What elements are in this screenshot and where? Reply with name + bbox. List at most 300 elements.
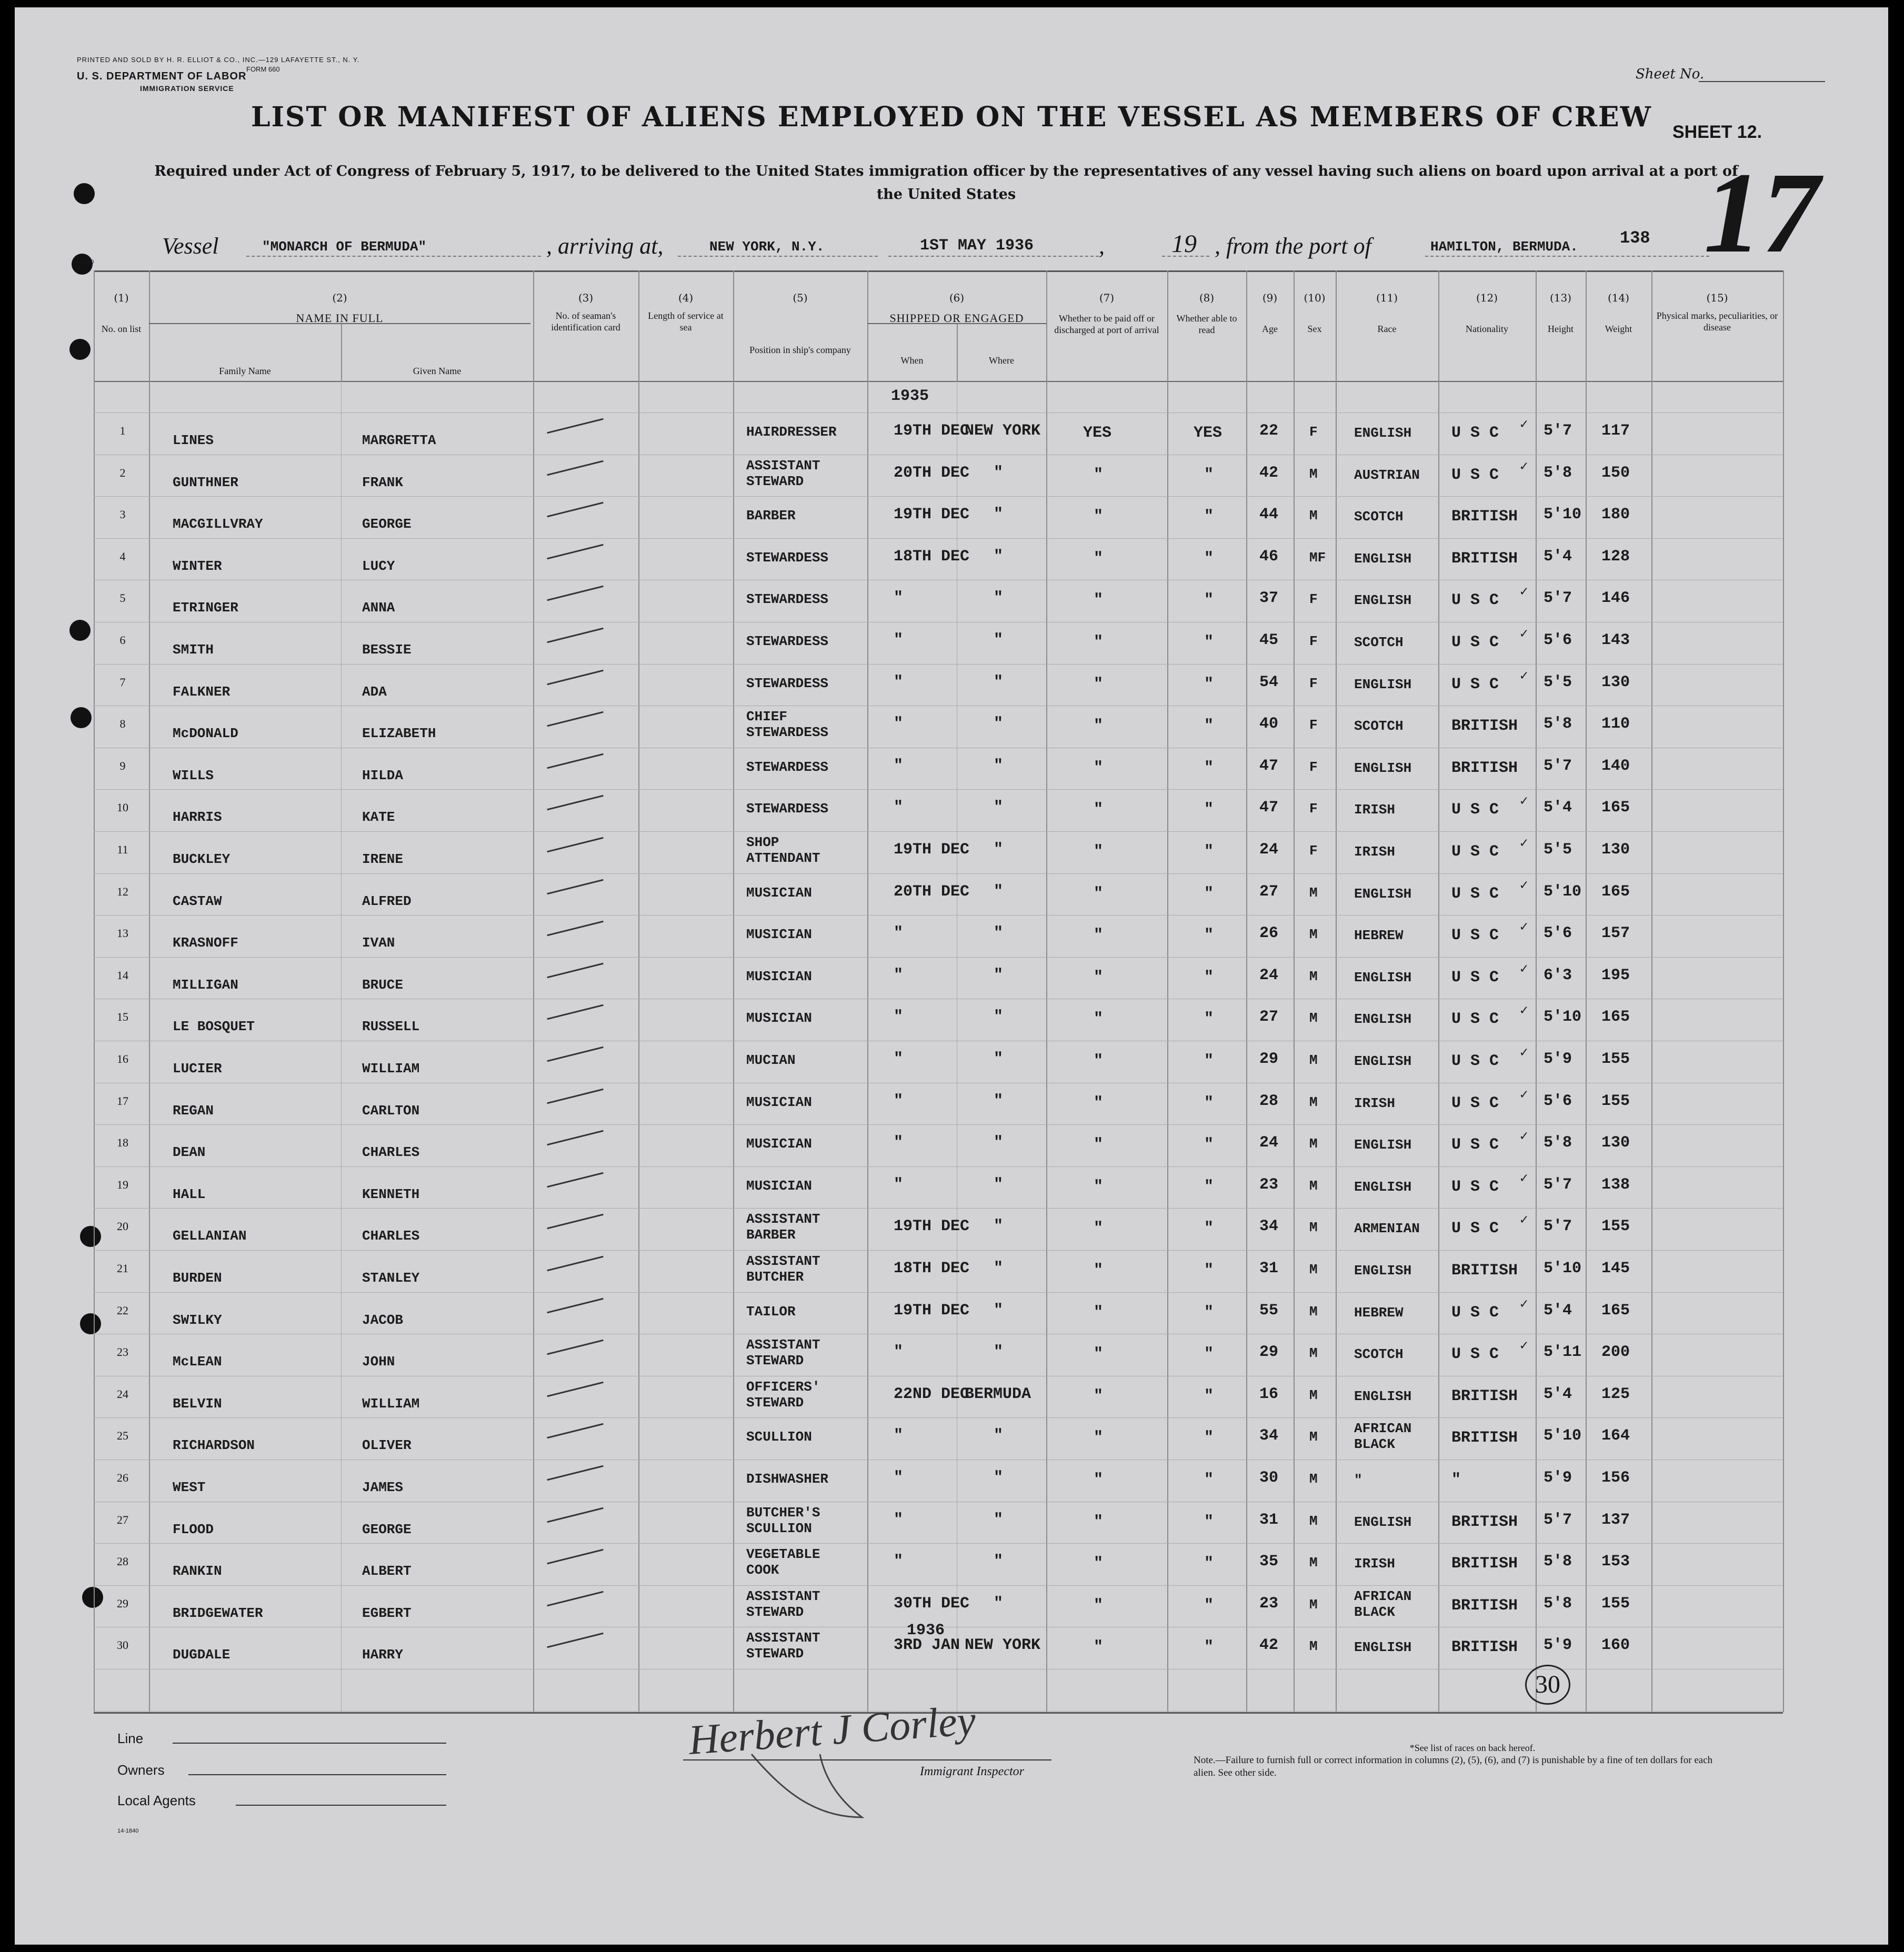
row-number: 10 [117,801,128,814]
able-to-read: " [1204,1303,1214,1322]
shipped-where: " [994,464,1004,482]
shipped-when: " [894,966,904,984]
sub-column-divider [341,381,342,1712]
sex: M [1309,1345,1318,1362]
able-to-read: " [1204,968,1214,987]
row-number: 27 [117,1513,128,1526]
arrival-port: NEW YORK, N.Y. [709,239,825,255]
row-number: 16 [117,1052,128,1065]
sex: M [1309,968,1318,984]
weight: 195 [1601,966,1630,984]
year-label: , [1099,233,1105,259]
weight: 130 [1601,841,1630,859]
able-to-read: " [1204,843,1214,861]
weight: 165 [1601,1008,1630,1027]
given-name: JAMES [362,1480,404,1495]
position: MUSICIAN [746,884,812,901]
column-number-c5: (5) [793,291,808,304]
sex: M [1309,1471,1318,1487]
race: ENGLISH [1354,1137,1412,1153]
check-mark: ✓ [1520,919,1528,935]
row-number: 14 [117,968,128,982]
column-divider [1783,270,1784,1712]
family-name: REGAN [173,1102,214,1119]
paid-off: " [1094,717,1104,736]
row-number: 7 [119,675,126,689]
id-card-dash [547,1549,603,1565]
race: HEBREW [1354,1304,1404,1321]
column-header-c12: Nationality [1466,324,1508,334]
weight: 165 [1601,1301,1630,1320]
row-number: 3 [119,508,126,521]
sex: M [1309,927,1318,943]
weight: 153 [1601,1553,1630,1571]
race: " [1354,1472,1362,1488]
race: ENGLISH [1354,550,1412,567]
family-name: FALKNER [173,683,231,700]
row-divider [94,538,1783,539]
nationality: U S C [1451,1178,1499,1196]
id-card-dash [547,753,603,769]
id-card-dash [547,1297,603,1313]
position: MUCIAN [746,1052,796,1068]
line-field [173,1743,446,1744]
age: 23 [1259,1175,1279,1194]
punch-hole [82,1587,103,1608]
shipped-where: " [994,841,1004,859]
nationality: BRITISH [1451,1513,1518,1531]
nationality: BRITISH [1451,1262,1518,1280]
race: SCOTCH [1354,635,1404,650]
id-card-dash [547,628,603,643]
from-label: , from the port of [1215,233,1371,259]
shipped-where: " [994,1218,1004,1236]
arriving-label: , arriving at, [546,233,664,259]
paid-off: " [1094,1220,1104,1238]
shipped-when: 19TH DEC [894,1218,970,1236]
position: BARBER [746,1227,796,1243]
family-name: BUCKLEY [173,851,231,867]
height: 5'8 [1544,464,1572,482]
row-number: 23 [117,1345,128,1359]
given-name: BRUCE [362,977,404,993]
sex: F [1309,801,1318,817]
row-number: 18 [117,1136,128,1150]
check-mark: ✓ [1520,626,1528,642]
shipped-when: " [894,924,904,943]
date-line [888,256,1099,257]
given-name: STANLEY [362,1270,420,1286]
shipped-when: 20TH DEC [894,882,970,901]
shipped-where: " [994,1594,1004,1613]
sex: F [1309,717,1318,733]
nationality: U S C [1451,927,1499,945]
able-to-read: " [1204,1136,1214,1154]
page-subtitle: Required under Act of Congress of February 5, 1917, to be delivered to the United States immigration officer by the representatives of any vessel having such aliens on board upon arrival at a port of the United States [154,163,1738,203]
shipped-when: " [894,1343,904,1362]
paid-off: " [1094,1345,1104,1364]
nationality: U S C [1451,1345,1499,1364]
sex: F [1309,633,1318,649]
able-to-read: " [1204,884,1214,903]
paid-off: " [1094,1513,1104,1531]
column-number-c2: (2) [332,291,347,304]
nationality: U S C [1451,424,1499,442]
age: 16 [1259,1385,1279,1403]
row-number: 28 [117,1555,128,1568]
row-divider [94,1208,1783,1209]
given-name: IRENE [362,851,404,867]
sex: MF [1309,549,1326,566]
id-card-dash [547,963,603,979]
height: 5'6 [1544,631,1572,649]
position: SCULLION [746,1429,812,1445]
able-to-read: " [1204,1596,1214,1615]
check-mark: ✓ [1520,836,1528,851]
weight: 143 [1601,631,1630,649]
given-name: ELIZABETH [362,726,436,742]
paid-off: " [1094,884,1104,903]
punch-hole [74,183,95,204]
given-name: LUCY [362,558,395,574]
weight: 130 [1601,673,1630,691]
race: ENGLISH [1354,969,1412,985]
shipped-when: " [894,673,904,691]
family-name: GELLANIAN [173,1228,247,1244]
able-to-read: " [1204,1387,1214,1405]
owners-label: Owners [117,1762,165,1778]
shipped-when: 30TH DEC [894,1594,970,1613]
shipped-where: " [994,799,1004,817]
column-divider [1246,270,1247,1712]
shipped-where: " [994,673,1004,691]
age: 34 [1259,1218,1279,1236]
position: MUSICIAN [746,1136,812,1152]
sex: F [1309,424,1318,440]
sex: M [1309,1429,1318,1445]
shipped-where: " [994,1260,1004,1277]
shipped-when: " [894,1134,904,1152]
race: IRISH [1354,844,1396,860]
age: 42 [1259,1636,1279,1655]
row-number: 15 [117,1010,128,1024]
given-name: FRANK [362,474,404,490]
check-mark: ✓ [1520,458,1528,475]
column-divider [1651,270,1652,1712]
row-divider [94,664,1783,665]
department-block [77,71,246,95]
column-number-c13: (13) [1549,291,1572,304]
nationality: U S C [1451,633,1499,651]
family-name: RANKIN [173,1563,222,1579]
family-name: KRASNOFF [173,935,238,951]
family-name: CASTAW [173,893,222,909]
paid-off: " [1094,1638,1104,1657]
position: ASSISTANT [746,457,820,474]
handwritten-sheet-number: 17 [1692,148,1831,277]
paid-off: " [1094,1052,1104,1070]
height: 5'7 [1544,1175,1572,1194]
column-number-c4: (4) [678,291,694,304]
column-header-c13: Height [1548,324,1574,334]
nationality: U S C [1451,1136,1499,1154]
weight: 140 [1601,757,1630,775]
sub-header-c6a: When [900,355,924,366]
paid-off: " [1094,1596,1104,1615]
given-name: ADA [362,683,387,700]
given-name: ALBERT [362,1563,412,1579]
paid-off: " [1094,1303,1104,1322]
height: 5'11 [1544,1343,1582,1362]
race: SCOTCH [1354,718,1404,734]
column-header-c3: No. of seaman's identification card [551,310,620,333]
paid-off: " [1094,633,1104,651]
position: ASSISTANT [746,1337,820,1353]
nationality: U S C [1451,801,1499,819]
punch-hole [69,620,91,641]
position: STEWARDESS [746,633,829,649]
sex: M [1309,1052,1318,1068]
shipped-when: 3RD JAN [894,1636,960,1655]
signature-flourish [741,1749,878,1828]
given-name: ANNA [362,600,395,616]
row-number: 29 [117,1596,128,1610]
penalty-note: Note.—Failure to furnish full or correct information in columns (2), (5), (6), and (7) is punishable by a fine of ten dollars for each alien. See other side. [1194,1755,1713,1778]
family-name: BELVIN [173,1395,222,1412]
row-divider [94,1250,1783,1251]
id-card-dash [547,1340,603,1355]
nationality: U S C [1451,1052,1499,1070]
paid-off: " [1094,549,1104,568]
id-card-dash [547,1507,603,1523]
row-divider [94,412,1783,413]
age: 44 [1259,506,1279,524]
able-to-read: " [1204,675,1214,693]
column-header-c8: Whether able to read [1176,313,1237,335]
sex: F [1309,843,1318,859]
weight: 110 [1601,715,1630,733]
weight: 165 [1601,799,1630,817]
check-mark: ✓ [1520,417,1528,432]
check-mark: ✓ [1520,1338,1528,1354]
position: STEWARDESS [746,675,829,691]
age: 31 [1259,1511,1279,1529]
row-number: 22 [117,1303,128,1317]
position: ASSISTANT [746,1253,820,1269]
height: 5'7 [1544,589,1572,608]
position: ASSISTANT [746,1211,820,1227]
arrival-date: 1ST MAY 1936 [920,237,1034,255]
sex: M [1309,508,1318,524]
circled-total: 30 [1525,1665,1570,1705]
weight: 137 [1601,1511,1630,1529]
shipped-where: " [994,1343,1004,1362]
race: ENGLISH [1354,592,1412,609]
paid-off: " [1094,1429,1104,1447]
paid-off: " [1094,1178,1104,1196]
age: 45 [1259,631,1279,649]
vessel-label: Vessel [162,233,219,259]
paid-off: " [1094,1471,1104,1489]
height: 5'10 [1544,882,1582,901]
height: 5'4 [1544,799,1572,817]
sex: F [1309,591,1318,608]
row-divider [94,1124,1783,1125]
column-divider [733,270,734,1712]
column-header-c9: Age [1262,324,1278,334]
given-name: CARLTON [362,1102,420,1119]
shipped-when: " [894,1092,904,1110]
age: 42 [1259,464,1279,482]
nationality: U S C [1451,884,1499,903]
row-number: 9 [119,759,126,772]
able-to-read: " [1204,717,1214,736]
age: 40 [1259,715,1279,733]
given-name: KATE [362,809,395,826]
shipped-where: " [994,882,1004,901]
shipped-when: 19TH DEC [894,841,970,859]
paid-off: " [1094,801,1104,819]
family-name: SMITH [173,642,214,658]
column-header-c11: Race [1377,324,1397,334]
shipped-when: 19TH DEC [894,506,970,524]
position: VEGETABLE [746,1546,820,1563]
given-name: CHARLES [362,1228,420,1244]
shipped-when: 18TH DEC [894,1260,970,1277]
family-name: GUNTHNER [173,474,238,490]
weight: 130 [1601,1134,1630,1152]
position: STEWARDESS [746,759,829,775]
position: STEWARDESS [746,549,829,566]
given-name: BESSIE [362,642,412,658]
inspector-signature-line [683,1759,1051,1760]
id-card-dash [547,1004,603,1020]
race: ENGLISH [1354,1053,1412,1069]
able-to-read: " [1204,1094,1214,1112]
row-number: 6 [119,633,126,647]
position: STEWARD [746,1604,804,1620]
owners-field [188,1774,446,1775]
given-name: HILDA [362,767,404,783]
age: 23 [1259,1594,1279,1613]
sub-header-c2b: Given Name [413,366,462,376]
column-header-c5: Position in ship's company [749,345,851,355]
row-number: 17 [117,1094,128,1108]
id-card-dash [547,921,603,937]
race: ENGLISH [1354,1179,1412,1195]
row-number: 26 [117,1471,128,1484]
nationality: U S C [1451,466,1499,484]
position: SHOP [746,834,779,850]
weight: 138 [1601,1175,1630,1194]
form-code-top: 14-1840 [73,259,94,265]
race: ENGLISH [1354,760,1412,776]
position: ASSISTANT [746,1630,820,1646]
paid-off: " [1094,1136,1104,1154]
height: 5'7 [1544,1511,1572,1529]
able-to-read: " [1204,633,1214,651]
column-divider [1167,270,1168,1712]
able-to-read: " [1204,549,1214,568]
column-divider [1438,270,1439,1712]
position: MUSICIAN [746,927,812,943]
column-divider [1336,270,1337,1712]
row-divider [94,831,1783,832]
height: 5'7 [1544,757,1572,775]
check-mark: ✓ [1520,584,1528,600]
position: SCULLION [746,1520,812,1536]
nationality: U S C [1451,1010,1499,1029]
sex: M [1309,1262,1318,1277]
age: 55 [1259,1301,1279,1320]
age: 34 [1259,1427,1279,1445]
given-name: ALFRED [362,893,412,909]
race: ENGLISH [1354,676,1412,692]
position: TAILOR [746,1303,796,1320]
race: HEBREW [1354,928,1404,944]
given-name: OLIVER [362,1437,412,1454]
given-name: MARGRETTA [362,432,436,448]
row-divider [94,873,1783,874]
race: ENGLISH [1354,1011,1412,1028]
height: 5'9 [1544,1469,1572,1487]
shipped-when: " [894,1008,904,1027]
column-divider [1536,270,1537,1712]
sex: M [1309,1178,1318,1194]
agents-field [236,1805,446,1806]
nationality: BRITISH [1451,759,1518,777]
nationality: U S C [1451,843,1499,861]
able-to-read: " [1204,1010,1214,1029]
check-mark: ✓ [1520,668,1528,684]
given-name: RUSSELL [362,1019,420,1035]
weight: 180 [1601,506,1630,524]
able-to-read: " [1204,801,1214,819]
race: AFRICAN [1354,1421,1412,1437]
sex: M [1309,1094,1318,1110]
year-prefix: 19 [1171,230,1197,258]
id-card-dash [547,460,603,476]
nationality: U S C [1451,968,1499,987]
age: 46 [1259,547,1279,566]
column-divider [149,270,150,1712]
shipped-when: " [894,1050,904,1068]
column-number-c14: (14) [1607,291,1630,304]
row-number: 24 [117,1387,128,1401]
id-card-dash [547,1214,603,1230]
column-number-c6: (6) [949,291,965,304]
shipped-where: " [994,1050,1004,1068]
sex: M [1309,1638,1318,1655]
given-name: WILLIAM [362,1061,420,1076]
check-mark: ✓ [1520,1086,1528,1103]
nationality: U S C [1451,1303,1499,1322]
family-name: MACGILLVRAY [173,516,263,532]
able-to-read: " [1204,759,1214,777]
height: 5'7 [1544,422,1572,440]
family-name: MILLIGAN [173,977,238,993]
able-to-read: " [1204,508,1214,526]
height: 5'8 [1544,1594,1572,1613]
id-card-dash [547,1047,603,1062]
shipped-where: " [994,506,1004,524]
id-card-dash [547,1591,603,1607]
shipped-when: " [894,1427,904,1445]
row-divider [94,1166,1783,1167]
column-header-c15: Physical marks, peculiarities, or disease [1656,310,1778,333]
year-1935: 1935 [891,387,929,405]
family-name: SWILKY [173,1312,222,1328]
